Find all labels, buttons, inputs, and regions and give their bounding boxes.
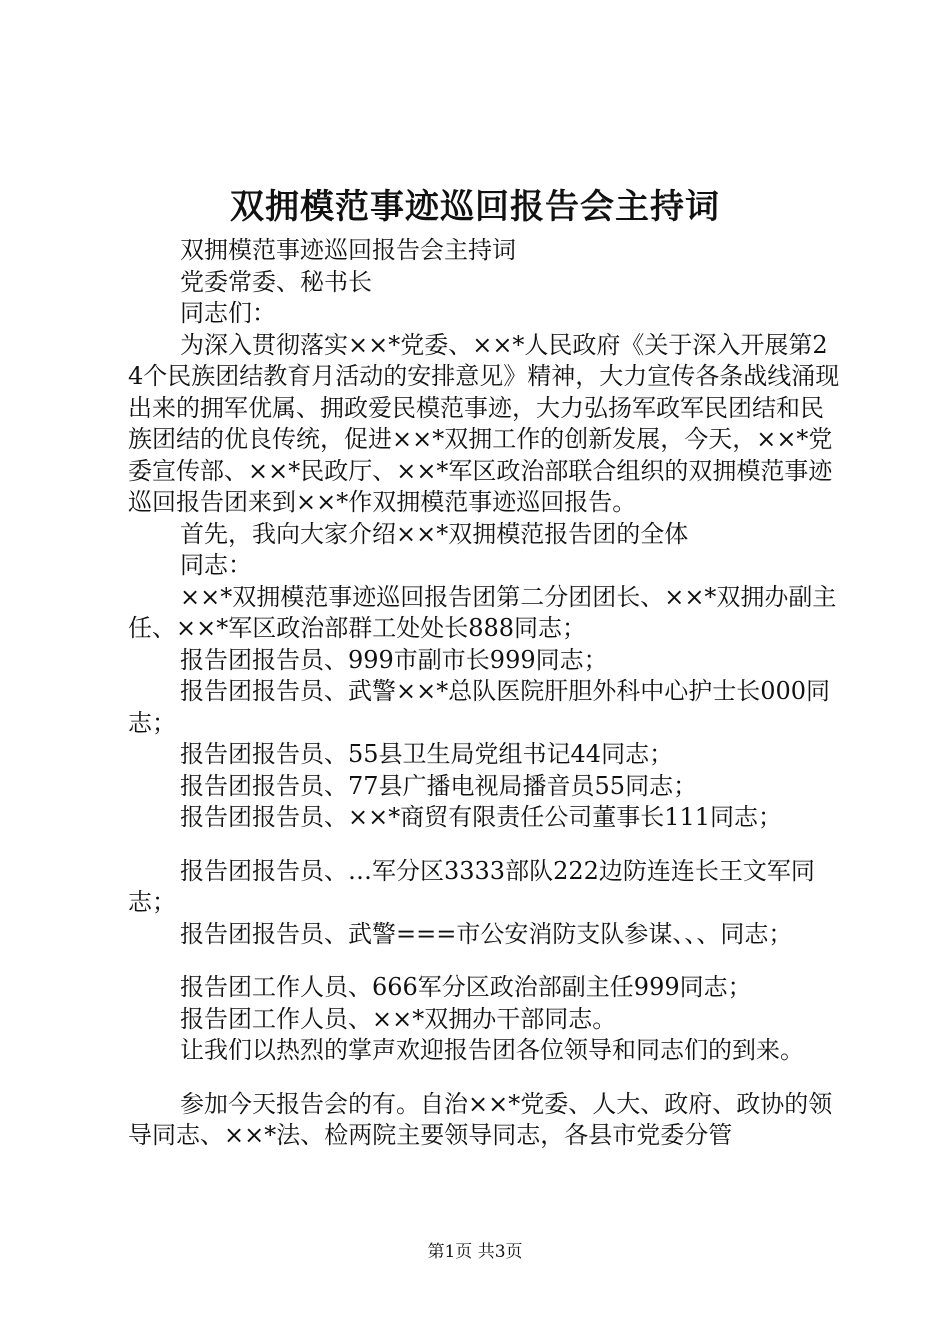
paragraph-member-1: ××*双拥模范事迹巡回报告团第二分团团长、××*双拥办副主任、××*军区政治部群工处处长888同志； bbox=[128, 582, 837, 642]
paragraph-attendees: 参加今天报告会的有。自治××*党委、人大、政府、政协的领导同志、××*法、检两院主要领导同志，各县市党委分管 bbox=[128, 1089, 833, 1149]
paragraph-member-6: 报告团报告员、××*商贸有限责任公司董事长111同志； bbox=[180, 803, 783, 831]
paragraph-intro: 为深入贯彻落实××*党委、××*人民政府《关于深入开展第24个民族团结教育月活动的安排意见》精神，大力宣传各条战线涌现出来的拥军优属、拥政爱民模范事迹，大力弘扬军政军民团结和民族团结的优良传统，促进××*双拥工作的创新发展，今天，××*党委宣传部、××*民政厅、××*军区政治部联合组织的双拥模范事迹巡回报告团来到××*作双拥模范事迹巡回报告。 bbox=[128, 330, 840, 516]
paragraph-greeting: 同志们： bbox=[180, 299, 276, 327]
paragraph-spacer bbox=[128, 1067, 840, 1089]
paragraph-member-7: 报告团报告员、…军分区3333部队222边防连连长王文军同志； bbox=[128, 856, 815, 916]
paragraph-spacer bbox=[128, 834, 840, 856]
paragraph-subtitle: 双拥模范事迹巡回报告会主持词 bbox=[180, 236, 516, 264]
paragraph-applause: 让我们以热烈的掌声欢迎报告团各位领导和同志们的到来。 bbox=[180, 1036, 804, 1064]
paragraph-spacer bbox=[128, 950, 840, 972]
document-body bbox=[128, 235, 840, 1152]
paragraph-comrades: 同志： bbox=[180, 551, 252, 579]
paragraph-member-5: 报告团报告员、77县广播电视局播音员55同志； bbox=[180, 771, 698, 800]
paragraph-member-2: 报告团报告员、999市副市长999同志； bbox=[180, 645, 608, 674]
paragraph-member-4: 报告团报告员、55县卫生局党组书记44同志； bbox=[180, 740, 674, 768]
document-title: 双拥模范事迹巡回报告会主持词 bbox=[230, 187, 720, 227]
paragraph-speaker: 党委常委、秘书长 bbox=[180, 267, 372, 296]
paragraph-staff-2: 报告团工作人员、××*双拥办干部同志。 bbox=[180, 1004, 617, 1033]
paragraph-member-8: 报告团报告员、武警===市公安消防支队参谋、、、同志； bbox=[180, 919, 793, 948]
paragraph-introduction-line: 首先，我向大家介绍××*双拥模范报告团的全体 bbox=[180, 519, 689, 548]
paragraph-member-3: 报告团报告员、武警××*总队医院肝胆外科中心护士长000同志； bbox=[128, 677, 831, 737]
paragraph-staff-1: 报告团工作人员、666军分区政治部副主任999同志； bbox=[180, 973, 752, 1001]
page-number: 第1页 共3页 bbox=[427, 1242, 523, 1262]
